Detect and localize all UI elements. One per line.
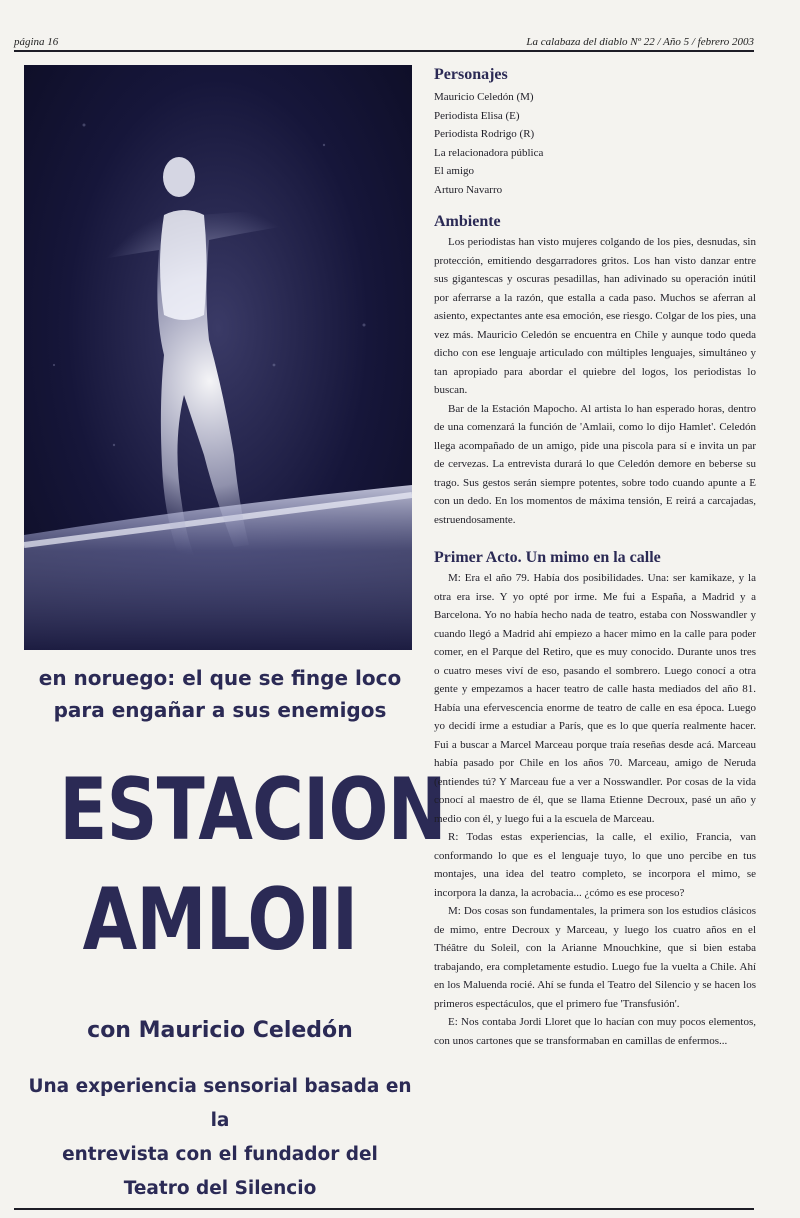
personajes-heading: Personajes: [434, 66, 508, 83]
subtitle-line-2: para engañar a sus enemigos: [53, 698, 387, 722]
acto-heading: Primer Acto. Un mimo en la calle: [434, 549, 661, 566]
cast-item: La relacionadora pública: [434, 146, 544, 159]
issue-info: La calabaza del diablo Nº 22 / Año 5 / febrero 2003: [526, 36, 754, 48]
feature-byline: con Mauricio Celedón: [87, 1018, 353, 1043]
ambiente-paragraph-2: Bar de la Estación Mapocho. Al artista lo han esperado horas, dentro de una comenzará la función de 'Amlaii, como lo dijo Hamlet'. Celedón llega acompañado de un amigo, pide una piscola para sí e invita un par de cervezas. La entrevista durará lo que Celedón demore en beberse su trago. Sus gestos serán siempre potentes, sobre todo cuando apunte a E con un dedo. En los momentos de máxima tensión, E reirá a carcajadas, estruendosamente.: [434, 402, 756, 526]
subtitle-line-1: en noruego: el que se finge loco: [38, 666, 402, 690]
tagline-line-3: Teatro del Silencio: [123, 1178, 317, 1199]
dancer-photo-icon: [24, 65, 412, 650]
ambiente-paragraph-1: Los periodistas han visto mujeres colgando de los pies, desnudas, sin protección, emitiendo desgarradores gritos. Los han visto danzar entre sus gigantescas y oscuras pesadillas, han adivinado su operación inútil por aferrarse a la razón, que estalla a cada paso. Muchos se aferran al asiento, expectantes ante esa emoción, ese riesgo. Colgar de los pies, una vez más. Mauricio Celedón se encuentra en Chile y aunque todo queda dicho con ese lenguaje articulado con múltiples lenguajes, simultáneo y tan apropiado para abordar el quiebre del logos, los periodistas lo buscan.: [434, 236, 756, 396]
feature-title-line-1: ESTACION: [59, 760, 446, 860]
feature-subtitle: [24, 662, 416, 726]
tagline-line-1: Una experiencia sensorial basada en la: [28, 1076, 412, 1131]
dancer-photo: [24, 65, 412, 650]
cast-item: El amigo: [434, 165, 475, 177]
feature-title-line-2: AMLOII: [82, 870, 358, 970]
page-number: página 16: [14, 36, 59, 48]
feature-tagline: [24, 1070, 416, 1206]
acto-paragraph-4: E: Nos contaba Jordi Lloret que lo hacían con muy pocos elementos, con unos cartones que se transformaban en camillas de enfermos...: [434, 1016, 756, 1047]
acto-paragraph-3: M: Dos cosas son fundamentales, la primera son los estudios clásicos de mimo, entre Decroux y Marceau, y luego los cuatro años en el Théâtre du Soleil, con la Arianne Mnouchkine, que si bien estaba trabajando, era completamente estudio. Luego fue la vuelta a Chile. Ahí en los Maluenda rocié. Ahí se funda el Teatro del Silencio y se hacen los primeros espectáculos, que el primero fue 'Transfusión'.: [434, 905, 756, 1010]
ambiente-heading: Ambiente: [434, 213, 501, 230]
cast-item: Mauricio Celedón (M): [434, 91, 534, 103]
footer-rule: [14, 1208, 754, 1210]
page-header: [14, 32, 754, 52]
cast-item: Periodista Rodrigo (R): [434, 128, 535, 140]
acto-paragraph-2: R: Todas estas experiencias, la calle, el exilio, Francia, van conformando lo que es el lenguaje tuyo, lo que uno percibe en tus montajes, una idea del teatro completo, se incorpora el mimo, se incorpora la danza, la acrobacia... ¿cómo es ese proceso?: [434, 831, 756, 899]
cast-list: [434, 88, 756, 199]
tagline-line-2: entrevista con el fundador del: [62, 1144, 378, 1165]
cast-item: Periodista Elisa (E): [434, 109, 520, 122]
acto-paragraph-1: M: Era el año 79. Había dos posibilidades. Una: ser kamikaze, y la otra era irse. Y yo opté por irme. Me fui a España, a Madrid y a Barcelona. Yo no había hecho nada de teatro, estaba con Nosswandler y cuando llegó a Madrid ahí empiezo a hacer mimo en la calle para poder comer, en el Parque del Retiro, que es muy conocido. Durante unos tres o cuatro meses viví de eso, pasando el sombrero. Luego conocí a otra gente y empezamos a hacer teatro de calle hasta mediados del año 81. Había una efervescencia enorme de teatro de calle en esa época. Luego yo decidí irme a estudiar a París, que es lo que quería realmente hacer. Fui a buscar a Marcel Marceau porque traía reseñas desde acá. Marceau había pasado por Chile en los años 70. Marceau, amigo de Neruda (entiendes tú? Y Marceau fue a ver a Nosswandler. Por cosas de la vida conocí al maestro de él, que se llama Etienne Decroux, pasé un año y medio con él, y luego fui a la escuela de Marceau.: [434, 572, 756, 825]
cast-item: Arturo Navarro: [434, 183, 503, 196]
article-column: [434, 64, 756, 1050]
